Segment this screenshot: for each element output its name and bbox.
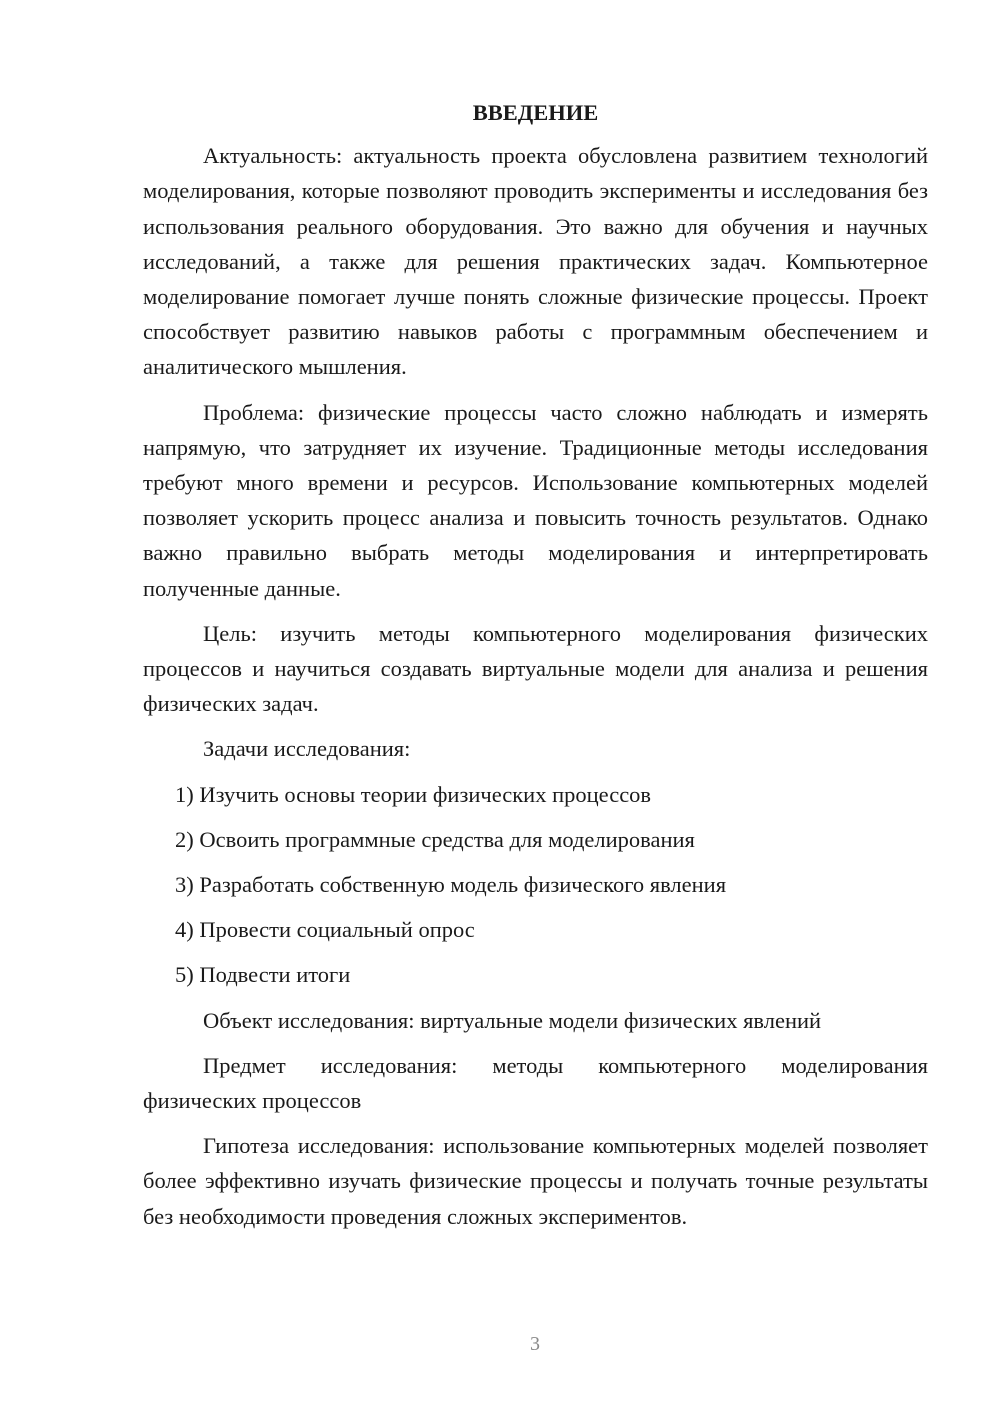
paragraph-object: Объект исследования: виртуальные модели физических явлений [203, 1007, 822, 1033]
paragraph-relevance: Актуальность: актуальность проекта обусловлена развитием технологий моделирования, которые позволяют проводить эксперименты и исследования без использования реального оборудования. Это важно для обучения и научных исследований, а также для решения практических задач. Компьютерное моделирование помогает лучше понять сложные физические процессы. Проект способствует развитию навыков работы с программным обеспечением и аналитического мышления. [143, 143, 928, 380]
task-item: 2) Освоить программные средства для моделирования [175, 826, 695, 852]
paragraph-goal: Цель: изучить методы компьютерного моделирования физических процессов и научиться создавать виртуальные модели для анализа и решения физических задач. [143, 620, 928, 717]
section-heading: ВВЕДЕНИЕ [472, 100, 599, 125]
task-item: 4) Провести социальный опрос [175, 917, 475, 943]
paragraph-hypothesis: Гипотеза исследования: использование компьютерных моделей позволяет более эффективно изучать физические процессы и получать точные результаты без необходимости проведения сложных экспериментов. [143, 1133, 928, 1229]
paragraph-subject: Предмет исследования: методы компьютерного моделирования физических процессов [143, 1052, 928, 1114]
paragraph-problem: Проблема: физические процессы часто сложно наблюдать и измерять напрямую, что затрудняет их изучение. Традиционные методы исследования требуют много времени и ресурсов. Использование компьютерных моделей позволяет ускорить процесс анализа и повысить точность результатов. Однако важно правильно выбрать методы моделирования и интерпретировать полученные данные. [143, 399, 928, 601]
task-item: 3) Разработать собственную модель физического явления [175, 872, 727, 898]
tasks-list [143, 777, 928, 993]
page-number: 3 [530, 1333, 540, 1355]
task-item: 5) Подвести итоги [175, 962, 351, 988]
task-item: 1) Изучить основы теории физических процессов [175, 781, 652, 807]
tasks-title: Задачи исследования: [203, 736, 411, 762]
page-content [143, 95, 928, 1244]
